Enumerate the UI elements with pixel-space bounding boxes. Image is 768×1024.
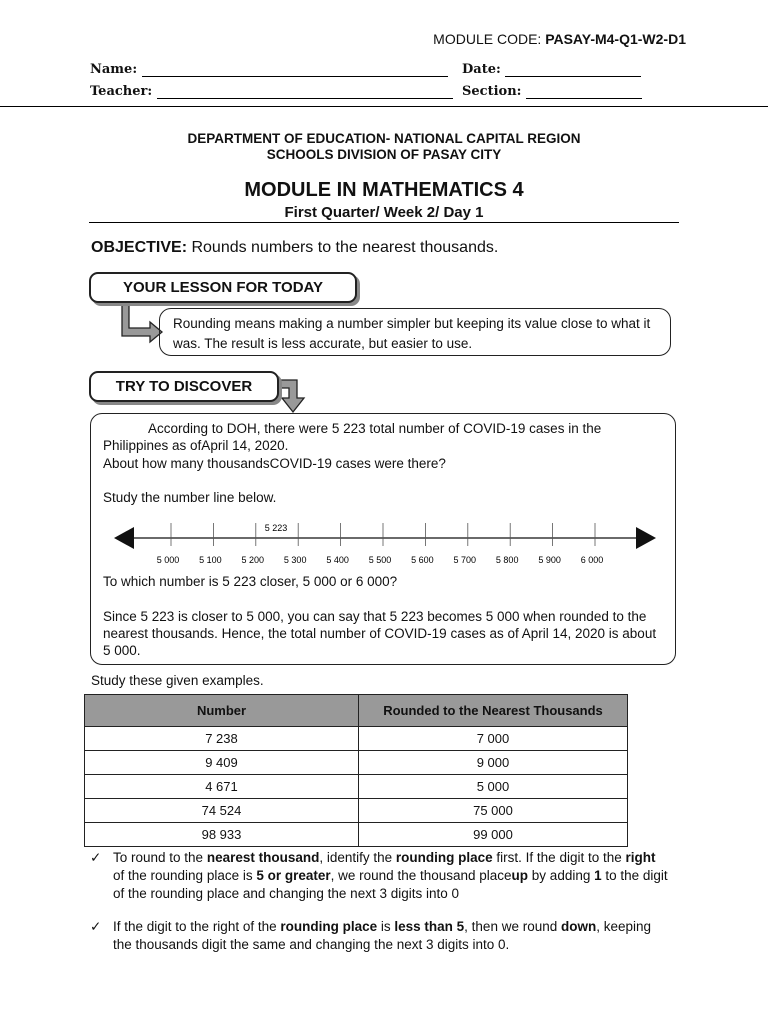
- institution-line1: DEPARTMENT OF EDUCATION- NATIONAL CAPITAL REGION: [187, 131, 581, 146]
- cell-rounded: 5 000: [359, 775, 628, 799]
- table-row: [85, 775, 628, 799]
- discover-para2: About how many thousandsCOVID-19 cases were there?: [103, 456, 446, 471]
- lesson-label: YOUR LESSON FOR TODAY: [122, 279, 324, 296]
- examples-table: [84, 694, 628, 847]
- number-line: [100, 515, 670, 575]
- discover-question: To which number is 5 223 closer, 5 000 or 6 000?: [103, 574, 398, 589]
- number-line-ticks: [157, 523, 604, 565]
- examples-intro: Study these given examples.: [91, 673, 264, 688]
- table-row: [85, 823, 628, 847]
- module-title: MODULE IN MATHEMATICS 4: [244, 179, 524, 201]
- module-code-label: MODULE CODE:: [433, 31, 542, 47]
- table-header-row: [85, 695, 628, 727]
- cell-rounded: 99 000: [359, 823, 628, 847]
- section-blank: [526, 84, 642, 99]
- tick-label: 5 100: [199, 555, 222, 565]
- cell-number: 74 524: [85, 799, 359, 823]
- title-divider: [89, 222, 679, 223]
- module-code: [433, 31, 686, 47]
- discover-para1: According to DOH, there were 5 223 total number of COVID-19 cases in the Philippines as ofApril 14, 2020.: [103, 421, 602, 453]
- module-code-value: PASAY-M4-Q1-W2-D1: [545, 31, 686, 47]
- cell-number: 4 671: [85, 775, 359, 799]
- rule-1: [90, 849, 670, 903]
- module-subtitle: First Quarter/ Week 2/ Day 1: [284, 204, 484, 221]
- tick-label: 5 000: [156, 555, 180, 565]
- tick-label: 5 200: [241, 555, 265, 565]
- discover-label: TRY TO DISCOVER: [115, 378, 253, 395]
- header-number: Number: [85, 695, 359, 727]
- institution-line2: SCHOOLS DIVISION OF PASAY CITY: [266, 147, 502, 162]
- discover-study-line: Study the number line below.: [103, 490, 277, 505]
- check-icon: ✓: [90, 850, 102, 865]
- cell-number: 7 238: [85, 727, 359, 751]
- table-row: [85, 751, 628, 775]
- cell-number: 98 933: [85, 823, 359, 847]
- institution-heading: [0, 131, 768, 163]
- cell-rounded: 75 000: [359, 799, 628, 823]
- teacher-blank: [157, 84, 453, 99]
- name-blank: [142, 62, 448, 77]
- tick-label: 5 400: [326, 555, 349, 565]
- teacher-field: [90, 84, 453, 99]
- section-field: [462, 84, 642, 99]
- tick-label: 5 300: [283, 555, 307, 565]
- tick-label: 5 500: [368, 555, 392, 565]
- tick-label: 5 600: [411, 555, 434, 565]
- date-blank: [505, 62, 641, 77]
- date-field: [462, 62, 641, 77]
- tick-label: 5 900: [538, 555, 561, 565]
- objective-text: Rounds numbers to the nearest thousands.: [187, 239, 499, 256]
- right-arrow-icon: [636, 527, 656, 549]
- objective-label: OBJECTIVE:: [91, 239, 188, 256]
- check-icon: ✓: [90, 919, 102, 934]
- cell-rounded: 9 000: [359, 751, 628, 775]
- rule-2-text: If the digit to the right of the rounding place is less than 5, then we round down, keeping the thousands digit the same and changing the next 3 digits into 0.: [113, 919, 652, 952]
- table-row: [85, 799, 628, 823]
- left-arrow-icon: [114, 527, 134, 549]
- teacher-label: Teacher:: [90, 84, 153, 99]
- header-rounded: Rounded to the Nearest Thousands: [359, 695, 628, 727]
- lesson-definition: Rounding means making a number simpler but keeping its value close to what it was. The result is less accurate, but easier to use.: [159, 308, 671, 356]
- header-divider: [0, 106, 768, 107]
- discover-conclusion: Since 5 223 is closer to 5 000, you can say that 5 223 becomes 5 000 when rounded to the nearest thousands. Hence, the total number of COVID-19 cases as of April 14, 2020 is about 5 000.: [103, 609, 657, 658]
- marker-label: 5 223: [264, 523, 288, 533]
- date-label: Date:: [462, 62, 501, 77]
- tick-label: 5 800: [495, 555, 519, 565]
- discover-label-box: [89, 371, 279, 402]
- tick-label: 5 700: [453, 555, 477, 565]
- rule-2: [90, 918, 670, 954]
- rule-1-text: To round to the nearest thousand, identify the rounding place first. If the digit to the right of the rounding place is 5 or greater, we round the thousand placeup by adding 1 to the digit of the rounding place and changing the next 3 digits into 0: [113, 850, 668, 901]
- tick-label: 6 000: [580, 555, 604, 565]
- section-label: Section:: [462, 84, 522, 99]
- name-field: [90, 62, 448, 77]
- table-row: [85, 727, 628, 751]
- lesson-label-box: [89, 272, 357, 303]
- cell-rounded: 7 000: [359, 727, 628, 751]
- objective: [91, 239, 498, 257]
- cell-number: 9 409: [85, 751, 359, 775]
- name-label: Name:: [90, 62, 138, 77]
